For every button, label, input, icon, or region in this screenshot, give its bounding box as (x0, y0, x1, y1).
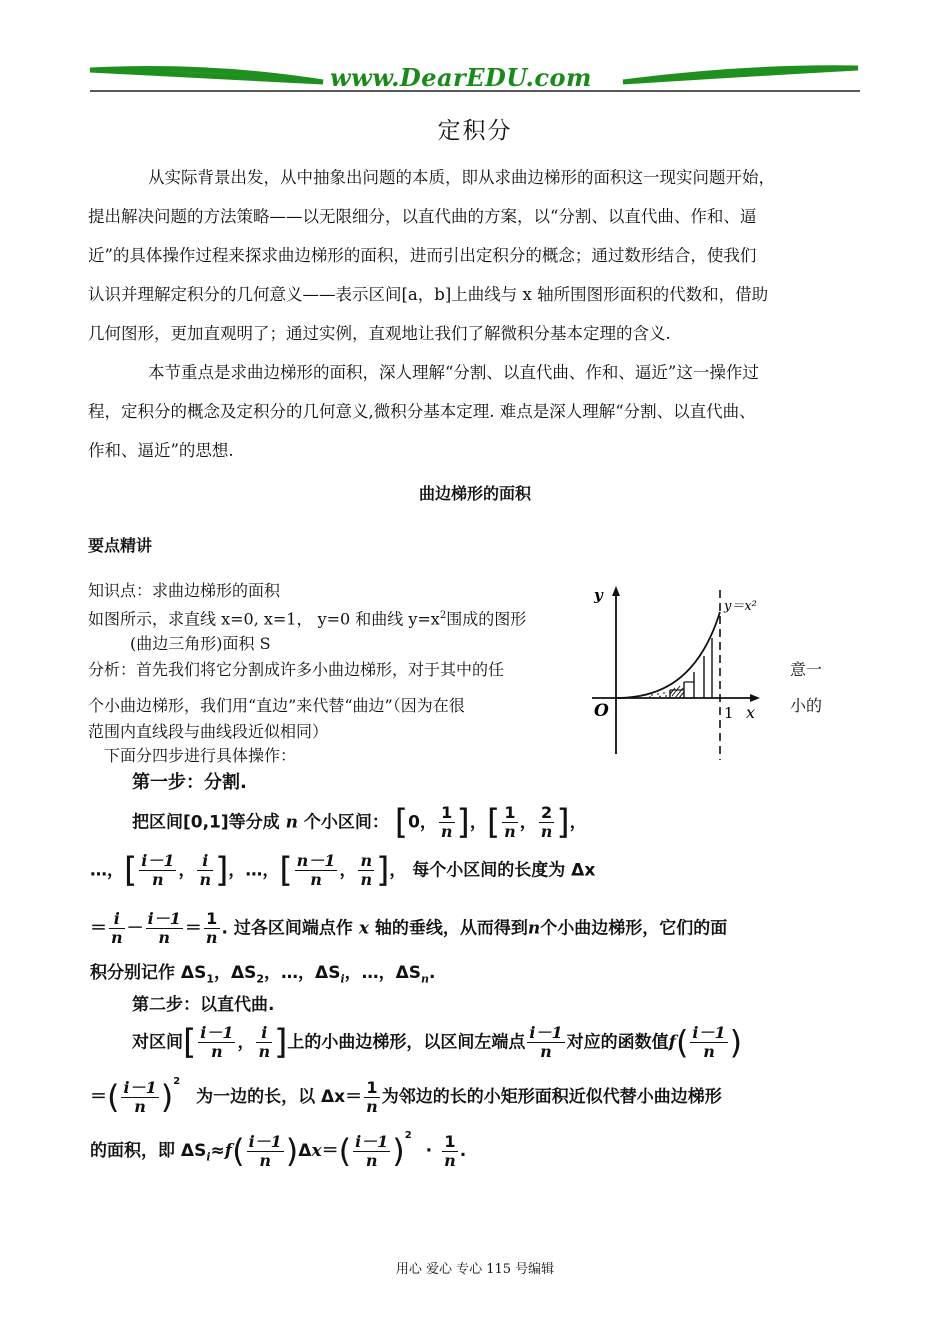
step1-n: n (285, 812, 298, 833)
step1-text-a: 把区间[0,1]等分成 (132, 812, 280, 833)
frac-nm1-n: $\frac{n-1}{n}$ (296, 851, 336, 889)
step2-text-d: 为一边的长，以 Δx＝ (196, 1087, 363, 1107)
frac-n-n: $\frac{n}{n}$ (360, 851, 373, 889)
hatched-strip (670, 686, 684, 698)
y-axis-arrow (612, 586, 620, 596)
step1-text-c: 每个小区间的长度为 Δx (412, 860, 596, 881)
header-swoosh-right (623, 68, 858, 82)
graph-curve-label: y＝x² (724, 599, 757, 614)
intro-p2-line-3: 作和、逼近”的思想. (88, 441, 234, 460)
step1-line-2: …，[ $\frac{i-1}{n}$ ， $\frac{i}{n}$ ]，…，[ $\frac{n-1}{n}$ ， $\frac{n}{n}$ ]， 每个小区间的长度为 Δx (90, 850, 596, 891)
frac-1-n: $\frac{1}{n}$ (440, 803, 453, 841)
knowledge-line-4: 分析：首先我们将它分割成许多小曲边梯形，对于其中的任 (88, 660, 505, 679)
x-axis-arrow (750, 694, 760, 702)
knowledge-line-5: 个小曲边梯形，我们用“直边”来代替“曲边”（因为在很 (88, 696, 465, 715)
intro-p1-line-5: 几何图形，更加直观明了；通过实例，直观地让我们了解微积分基本定理的含义. (88, 324, 671, 343)
step2-text-f: 的面积，即 ΔS (90, 1141, 207, 1161)
intro-p1-line-3: 近”的具体操作过程来探求曲边梯形的面积，进而引出定积分的概念；通过数形结合，使我们 (88, 246, 757, 265)
step2-text-a: 对区间 (132, 1032, 183, 1053)
intro-paragraph-1 (88, 158, 868, 353)
interval-zero: 0 (408, 812, 420, 833)
frac-im1-n: $\frac{i-1}{n}$ (141, 851, 175, 889)
step1-title: 第一步：分割. (132, 772, 247, 793)
page-footer: 用心 爱心 专心 115 号编辑 (395, 1262, 555, 1277)
intro-p1-line-1: 从实际背景出发，从中抽象出问题的本质，即从求曲边梯形的面积这一现实问题开始， (148, 168, 775, 187)
graph-x-label: x (746, 703, 756, 722)
knowledge-line-6: 范围内直线段与曲线段近似相同） (88, 722, 329, 741)
step2-line-3: 的面积，即 $\Delta S_i\approx f$( $\frac{i-1}{n}$ )Δx＝( $\frac{i-1}{n}$ )$^2$ · $\frac{1}{n}$ . (90, 1130, 467, 1170)
intro-paragraph-2 (88, 353, 868, 470)
step1-line-3: ＝ $\frac{i}{n}$ － $\frac{i-1}{n}$ ＝ $\frac{1}{n}$ . 过各区间端点作 x 轴的垂线，从而得到n个小曲边梯形，它们的面 (90, 909, 728, 947)
knowledge-line-1: 知识点：求曲边梯形的面积 (88, 581, 281, 600)
intro-p1-line-2: 提出解决问题的方法策略——以无限细分，以直代曲的方案，以“分割、以直代曲、作和、逼 (88, 207, 757, 226)
intro-p1-line-4: 认识并理解定积分的几何意义——表示区间[a，b]上曲线与 x 轴所围图形面积的代数和，借助 (88, 285, 769, 304)
step2-text-b: 上的小曲边梯形，以区间左端点 (287, 1032, 526, 1053)
graph-one-label: 1 (724, 704, 734, 722)
step2-text-c: 对应的函数值 (566, 1032, 669, 1053)
step1-line-4: 积分别记作 $\Delta S_1$，$\Delta S_2$，…，$\Delta S_i$，…，$\Delta S_n$. (90, 963, 436, 986)
step1-text-b: 个小区间： (303, 812, 389, 833)
curve-graph (588, 582, 778, 762)
knowledge-line-2a: 如图所示，求直线 x=0, x=1， y=0 和曲线 y=x (88, 609, 440, 629)
step1-text-f: 个小曲边梯形，它们的面 (540, 918, 728, 939)
knowledge-line-2b: 围成的图形 (446, 609, 527, 629)
page-title: 定积分 (437, 118, 513, 144)
knowledge-line-2 (88, 604, 526, 631)
knowledge-line-3: (曲边三角形)面积 S (130, 634, 271, 653)
frac-2-n: $\frac{2}{n}$ (540, 803, 553, 841)
graph-origin-label: O (594, 701, 609, 721)
section-heading: 曲边梯形的面积 (418, 484, 531, 503)
step1-text-e: 轴的垂线，从而得到 (374, 918, 528, 939)
knowledge-line-2-sup: 2 (439, 610, 447, 621)
step1-text-g: 积分别记作 ΔS (90, 963, 207, 983)
header-swoosh-left (90, 69, 323, 83)
step2-text-e: 为邻边的长的小矩形面积近似代替小曲边梯形 (381, 1087, 722, 1107)
graph-y-label: y (594, 586, 603, 604)
knowledge-line-4-right: 意一 (790, 660, 823, 679)
step2-line-1: 对区间[ $\frac{i-1}{n}$ ， $\frac{i}{n}$ ]上的小曲边梯形，以区间左端点 $\frac{i-1}{n}$ 对应的函数值f( $\frac{i-1}{n}$ ) (132, 1022, 743, 1063)
intro-p2-line-2: 程，定积分的概念及定积分的几何意义,微积分基本定理. 难点是深人理解“分割、以直代曲、 (88, 402, 756, 421)
intro-p2-line-1: 本节重点是求曲边梯形的面积，深人理解“分割、以直代曲、作和、逼近”这一操作过 (148, 363, 759, 382)
knowledge-line-7: 下面分四步进行具体操作： (104, 746, 297, 765)
step2-title: 第二步：以直代曲. (132, 995, 275, 1015)
step1-text-d: 过各区间端点作 (233, 918, 353, 939)
header-site-text: www.DearEDU.com (330, 63, 592, 92)
frac-1-n-b: $\frac{1}{n}$ (504, 803, 516, 841)
knowledge-line-5-right: 小的 (790, 696, 823, 715)
key-points-heading: 要点精讲 (88, 536, 153, 555)
step1-line-1: 把区间[0,1]等分成 n 个小区间： [0， $\frac{1}{n}$ ]，[ $\frac{1}{n}$ ， $\frac{2}{n}$ ]， (132, 802, 587, 843)
frac-i-n: $\frac{i}{n}$ (199, 851, 212, 889)
step2-line-2: ＝( $\frac{i-1}{n}$ )$^2$ 为一边的长，以 Δx＝ $\frac{1}{n}$ 为邻边的长的小矩形面积近似代替小曲边梯形 (90, 1076, 722, 1116)
